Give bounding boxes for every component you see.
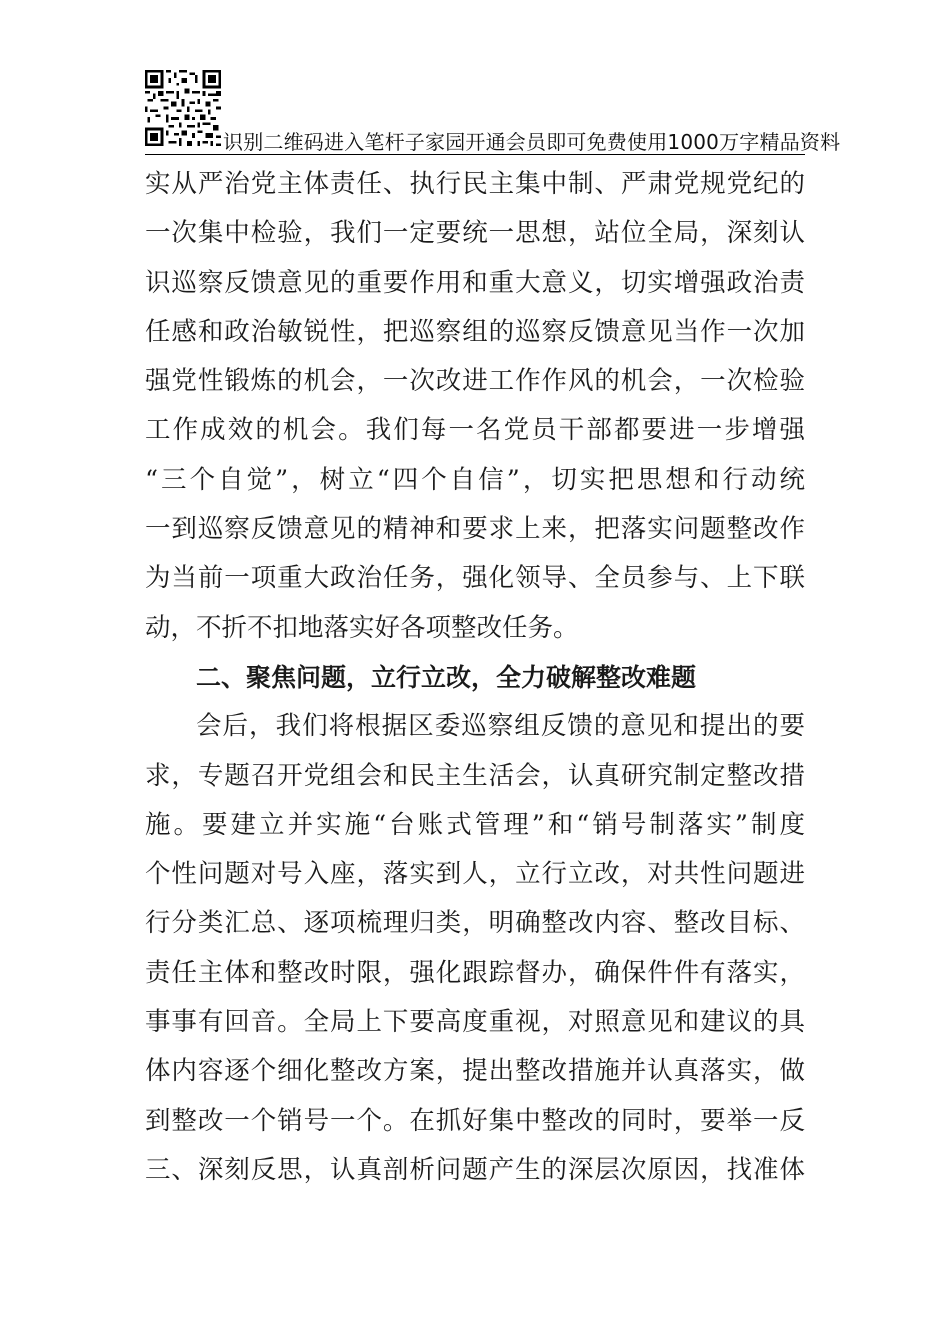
paragraph-line xyxy=(145,850,805,899)
header-notice: 识别二维码进入笔杆子家园开通会员即可免费使用1000万字精品资料 xyxy=(223,130,841,154)
paragraph-line-text: 个性问题对号入座，落实到人，立行立改，对共性问题进 xyxy=(145,859,805,890)
paragraph-line-text: 行分类汇总、逐项梳理归类，明确整改内容、整改目标、 xyxy=(145,908,805,939)
paragraph-line-text: 为当前一项重大政治任务，强化领导、全员参与、上下联 xyxy=(145,563,805,594)
paragraph-line-text: 事事有回音。全局上下要高度重视，对照意见和建议的具 xyxy=(145,1007,805,1038)
section-heading-text: 二、聚焦问题，立行立改，全力破解整改难题 xyxy=(196,662,697,692)
paragraph-line xyxy=(145,752,805,801)
paragraph-line xyxy=(145,949,805,998)
paragraph-line xyxy=(145,259,805,308)
paragraph-line xyxy=(145,1097,805,1146)
paragraph-line xyxy=(145,357,805,406)
paragraph-line xyxy=(145,1047,805,1096)
paragraph-line-text: 强党性锻炼的机会，一次改进工作作风的机会，一次检验 xyxy=(145,366,805,397)
paragraph-line xyxy=(145,505,805,554)
paragraph-line xyxy=(145,406,805,455)
paragraph-line xyxy=(145,604,805,653)
paragraph-line xyxy=(145,1146,805,1195)
paragraph-line-text: 三、深刻反思，认真剖析问题产生的深层次原因，找准体 xyxy=(145,1154,805,1185)
paragraph-line-text: 会后，我们将根据区委巡察组反馈的意见和提出的要 xyxy=(196,711,805,742)
paragraph-line xyxy=(145,209,805,258)
qr-code-icon xyxy=(145,70,221,146)
page-header xyxy=(145,70,841,155)
header-divider xyxy=(145,154,805,155)
paragraph-line-text: 求，专题召开党组会和民主生活会，认真研究制定整改措 xyxy=(145,760,805,791)
section-heading xyxy=(145,653,805,702)
paragraph-line-text: 到整改一个销号一个。在抓好集中整改的同时，要举一反 xyxy=(145,1105,805,1136)
paragraph-line-text: 一次集中检验，我们一定要统一思想，站位全局，深刻认 xyxy=(145,218,805,249)
paragraph-line-text: 施。要建立并实施“台账式管理”和“销号制落实”制度 xyxy=(145,809,805,840)
paragraph-line xyxy=(145,160,805,209)
paragraph-line xyxy=(145,308,805,357)
paragraph-line-text: “三个自觉”，树立“四个自信”，切实把思想和行动统 xyxy=(145,464,805,495)
paragraph-line-text: 工作成效的机会。我们每一名党员干部都要进一步增强 xyxy=(145,415,805,446)
paragraph-line xyxy=(145,801,805,850)
paragraph-line-text: 动，不折不扣地落实好各项整改任务。 xyxy=(145,612,579,643)
paragraph-line-text: 一到巡察反馈意见的精神和要求上来，把落实问题整改作 xyxy=(145,514,805,545)
paragraph-line-text: 实从严治党主体责任、执行民主集中制、严肃党规党纪的 xyxy=(145,169,805,199)
paragraph-line-text: 体内容逐个细化整改方案，提出整改措施并认真落实，做 xyxy=(145,1056,805,1087)
paragraph-line xyxy=(145,899,805,948)
paragraph-line xyxy=(145,702,805,751)
document-body xyxy=(145,160,805,1195)
paragraph-line-text: 任感和政治敏锐性，把巡察组的巡察反馈意见当作一次加 xyxy=(145,316,805,347)
paragraph-line xyxy=(145,456,805,505)
paragraph-line xyxy=(145,998,805,1047)
paragraph-line-text: 识巡察反馈意见的重要作用和重大意义，切实增强政治责 xyxy=(145,267,805,298)
paragraph-line xyxy=(145,554,805,603)
paragraph-line-text: 责任主体和整改时限，强化跟踪督办，确保件件有落实， xyxy=(145,957,805,988)
